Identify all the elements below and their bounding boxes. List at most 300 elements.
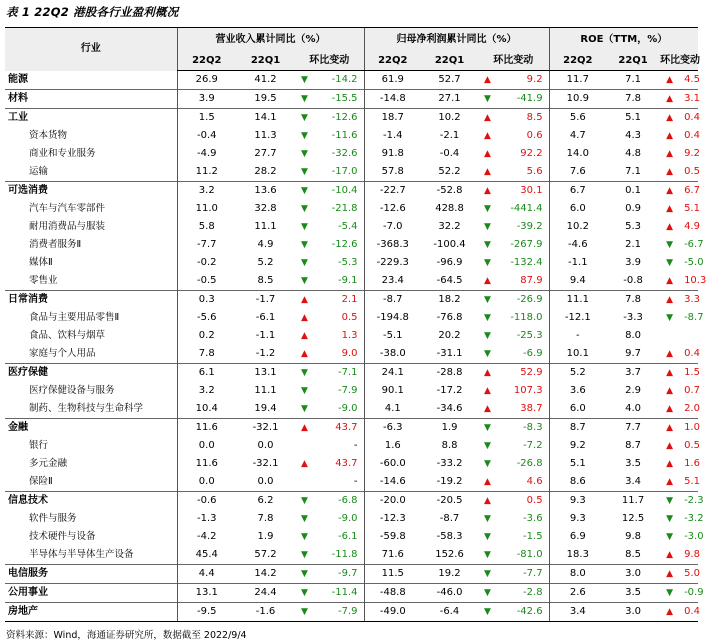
table-row <box>5 603 698 622</box>
triangle-up-icon: ▲ <box>666 550 673 560</box>
roe-q2-value: 9.3 <box>549 492 606 511</box>
roe-q1-value: 8.7 <box>625 440 642 451</box>
triangle-down-icon: ▼ <box>301 204 308 214</box>
triangle-down-icon: ▼ <box>484 204 491 214</box>
np-change-value: 92.2 <box>520 148 543 159</box>
table-row <box>5 127 698 145</box>
rev-q1-value: 7.8 <box>257 513 274 524</box>
industry-name: 汽车与汽车零部件 <box>29 203 106 214</box>
rev-change-value: -5.3 <box>338 257 358 268</box>
triangle-up-icon: ▲ <box>666 477 673 487</box>
rev-change-value: -7.1 <box>320 364 364 383</box>
triangle-down-icon: ▼ <box>301 240 308 250</box>
rev-change-value: -6.8 <box>320 492 364 511</box>
roe-q1-value: 9.7 <box>625 348 642 359</box>
table-row <box>5 309 698 327</box>
rev-q1-value: -32.1 <box>252 458 279 469</box>
roe-q2-header: 22Q2 <box>549 52 606 71</box>
table-row <box>5 492 698 511</box>
roe-q2-value: -1.1 <box>549 254 606 272</box>
rev-q1-value: 41.2 <box>254 74 277 85</box>
rev-change-value: -17.0 <box>331 166 358 177</box>
triangle-up-icon: ▲ <box>666 386 673 396</box>
roe-q1-value: 11.7 <box>606 492 660 511</box>
triangle-up-icon: ▲ <box>478 492 503 511</box>
np-q1-value: -31.1 <box>436 348 463 359</box>
roe-q1-value: 7.8 <box>606 291 660 310</box>
np-q2-value: 18.7 <box>364 109 421 128</box>
np-change-value: -2.8 <box>503 584 549 603</box>
roe-q2-value: 6.0 <box>549 200 606 218</box>
roe-change-value: -5.0 <box>684 257 704 268</box>
empty-arrow-cell <box>295 473 320 492</box>
triangle-down-icon: ▼ <box>666 514 673 524</box>
triangle-up-icon: ▲ <box>484 167 491 177</box>
industry-profit-table <box>5 27 706 622</box>
rev-q1-value: -6.1 <box>255 312 276 323</box>
np-change-value: -39.2 <box>516 221 543 232</box>
roe-change-value: 4.9 <box>684 221 700 232</box>
triangle-down-icon: ▼ <box>301 149 308 159</box>
roe-q2-value: 18.3 <box>549 546 606 565</box>
np-q1-value: 52.7 <box>438 74 461 85</box>
roe-q1-value: 4.0 <box>625 403 642 414</box>
roe-q2-value: - <box>549 327 606 345</box>
rev-q2-value: -4.9 <box>177 145 236 163</box>
triangle-down-icon: ▼ <box>484 459 491 469</box>
rev-q2-value: -0.4 <box>177 127 236 145</box>
revenue-group-header: 营业收入累计同比（%） <box>177 28 364 53</box>
rev-q2-value: 0.0 <box>177 437 236 455</box>
roe-q2-value: -12.1 <box>549 309 606 327</box>
rev-q1-value: 19.4 <box>254 403 277 414</box>
np-q1-value: -96.9 <box>436 257 463 268</box>
roe-q1-value: 4.8 <box>625 148 642 159</box>
np-q1-value: 8.8 <box>441 440 458 451</box>
roe-q1-value: 5.1 <box>606 109 660 128</box>
np-change-value: 8.5 <box>503 109 549 128</box>
np-q2-value: 57.8 <box>364 163 421 182</box>
roe-q2-value: 5.1 <box>549 455 606 473</box>
roe-group-header: ROE（TTM，%） <box>549 28 698 53</box>
np-q1-value: 27.1 <box>421 90 478 109</box>
np-change-value: 9.2 <box>526 74 543 85</box>
np-q2-value: -20.0 <box>364 492 421 511</box>
triangle-down-icon: ▼ <box>484 240 491 250</box>
roe-change-value: 0.4 <box>684 603 698 622</box>
triangle-up-icon: ▲ <box>484 149 491 159</box>
np-q2-value: -49.0 <box>364 603 421 622</box>
rev-change-value: -15.5 <box>320 90 364 109</box>
table-row <box>5 163 698 182</box>
table-row <box>5 145 698 163</box>
roe-q2-value: 6.0 <box>549 400 606 419</box>
rev-change-value: -21.8 <box>331 203 358 214</box>
roe-change-value: 1.0 <box>684 419 698 438</box>
np-change-value: -25.3 <box>516 330 543 341</box>
rev-q2-value: -7.7 <box>177 236 236 254</box>
industry-name: 医疗保健设备与服务 <box>29 385 115 396</box>
industry-header: 行业 <box>5 28 177 71</box>
triangle-down-icon: ▼ <box>301 532 308 542</box>
np-q1-value: 18.2 <box>421 291 478 310</box>
table-row <box>5 437 698 455</box>
np-change-value: 87.9 <box>520 275 543 286</box>
rev-q1-value: 57.2 <box>254 549 277 560</box>
np-q2-value: 23.4 <box>364 272 421 291</box>
rev-q1-value: 8.5 <box>257 275 274 286</box>
np-q1-value: -58.3 <box>436 531 463 542</box>
roe-q1-value: 3.0 <box>606 565 660 584</box>
table-row <box>5 528 698 546</box>
industry-name: 保险Ⅱ <box>29 476 53 487</box>
roe-change-value: 0.7 <box>684 385 700 396</box>
rev-chg-header: 环比变动 <box>295 52 364 71</box>
roe-q2-value: 9.3 <box>549 510 606 528</box>
np-q1-value: 10.2 <box>421 109 478 128</box>
roe-q2-value: 6.7 <box>549 182 606 201</box>
rev-q1-value: 19.5 <box>236 90 295 109</box>
triangle-up-icon: ▲ <box>666 204 673 214</box>
triangle-down-icon: ▼ <box>666 258 673 268</box>
triangle-down-icon: ▼ <box>478 419 503 438</box>
np-change-value: -3.6 <box>523 513 543 524</box>
empty-arrow-cell <box>660 327 684 345</box>
roe-q1-value: -3.3 <box>623 312 643 323</box>
np-q1-value: -20.5 <box>421 492 478 511</box>
triangle-up-icon: ▲ <box>484 404 491 414</box>
rev-change-value: -11.4 <box>320 584 364 603</box>
triangle-up-icon: ▲ <box>666 131 673 141</box>
rev-change-value: -5.4 <box>338 221 358 232</box>
roe-q1-value: 0.9 <box>625 203 642 214</box>
rev-q1-value: 6.2 <box>236 492 295 511</box>
rev-change-value: 0.5 <box>341 312 358 323</box>
triangle-down-icon: ▼ <box>666 240 673 250</box>
rev-change-value: -9.0 <box>338 513 358 524</box>
np-q2-value: -6.3 <box>364 419 421 438</box>
triangle-down-icon: ▼ <box>660 584 684 603</box>
np-q2-value: 90.1 <box>364 382 421 400</box>
industry-name: 可选消费 <box>5 182 177 201</box>
np-change-value: -441.4 <box>510 203 543 214</box>
roe-change-value: -2.3 <box>684 492 698 511</box>
roe-q2-value: 14.0 <box>549 145 606 163</box>
rev-change-value: -12.6 <box>331 239 358 250</box>
table-row <box>5 236 698 254</box>
rev-q1-value: 14.2 <box>236 565 295 584</box>
roe-q2-value: 3.4 <box>549 603 606 622</box>
triangle-down-icon: ▼ <box>301 550 308 560</box>
industry-name: 媒体Ⅱ <box>29 257 53 268</box>
rev-change-value: -11.8 <box>331 549 358 560</box>
roe-q2-value: 10.9 <box>549 90 606 109</box>
triangle-down-icon: ▼ <box>301 222 308 232</box>
roe-q2-value: 8.0 <box>549 565 606 584</box>
roe-change-value: 9.2 <box>684 148 700 159</box>
roe-q2-value: 10.2 <box>549 218 606 236</box>
rev-change-value: -7.9 <box>320 603 364 622</box>
table-row <box>5 345 698 364</box>
np-q1-value: -2.1 <box>439 130 460 141</box>
np-change-value: -26.9 <box>503 291 549 310</box>
np-q2-value: 71.6 <box>364 546 421 565</box>
rev-q1-value: -32.1 <box>236 419 295 438</box>
rev-q2-value: -4.2 <box>177 528 236 546</box>
rev-q2-value: 5.8 <box>177 218 236 236</box>
roe-change-value: 0.5 <box>684 440 700 451</box>
roe-q1-value: 0.1 <box>606 182 660 201</box>
triangle-down-icon: ▼ <box>301 404 308 414</box>
triangle-down-icon: ▼ <box>295 584 320 603</box>
table-row <box>5 218 698 236</box>
roe-change-value: 5.1 <box>684 476 700 487</box>
roe-q1-value: 8.5 <box>625 549 642 560</box>
roe-q2-value: 7.6 <box>549 163 606 182</box>
triangle-down-icon: ▼ <box>478 603 503 622</box>
roe-change-value: 4.5 <box>684 74 700 85</box>
np-change-value: -6.9 <box>523 348 543 359</box>
rev-change-value: 1.3 <box>341 330 358 341</box>
np-q2-value: -14.6 <box>364 473 421 492</box>
source-note: 资料来源：Wind，海通证券研究所，数据截至 2022/9/4 <box>6 630 247 641</box>
np-q1-value: -46.0 <box>421 584 478 603</box>
np-change-value: 38.7 <box>520 403 543 414</box>
rev-q1-value: -1.2 <box>255 348 276 359</box>
rev-q2-value: 13.1 <box>177 584 236 603</box>
rev-q1-value: 14.1 <box>236 109 295 128</box>
triangle-up-icon: ▲ <box>666 222 673 232</box>
industry-name: 食品与主要用品零售Ⅱ <box>29 312 120 323</box>
triangle-down-icon: ▼ <box>295 603 320 622</box>
table-row <box>5 382 698 400</box>
industry-name: 医疗保健 <box>5 364 177 383</box>
roe-q1-value: 3.9 <box>625 257 642 268</box>
table-row <box>5 90 698 109</box>
roe-q1-value: 7.8 <box>606 90 660 109</box>
roe-q1-value: 8.0 <box>625 330 642 341</box>
rev-change-value: -10.4 <box>320 182 364 201</box>
rev-change-value: -9.1 <box>338 275 358 286</box>
table-row <box>5 182 698 201</box>
np-change-value: -8.3 <box>503 419 549 438</box>
rev-q1-value: 5.2 <box>257 257 274 268</box>
np-q2-value: -60.0 <box>364 455 421 473</box>
rev-change-value: -14.2 <box>331 74 358 85</box>
rev-q1-value: 28.2 <box>254 166 277 177</box>
np-q2-value: -5.1 <box>364 327 421 345</box>
rev-q1-value: 13.6 <box>236 182 295 201</box>
triangle-down-icon: ▼ <box>301 167 308 177</box>
np-q1-header: 22Q1 <box>421 52 478 71</box>
roe-change-value: -0.9 <box>684 584 698 603</box>
triangle-down-icon: ▼ <box>301 386 308 396</box>
triangle-up-icon: ▲ <box>301 331 308 341</box>
roe-change-value: 1.6 <box>684 458 700 469</box>
roe-q2-value: 6.9 <box>549 528 606 546</box>
table-row <box>5 565 698 584</box>
roe-q2-value: 4.7 <box>549 127 606 145</box>
np-q2-value: 91.8 <box>364 145 421 163</box>
roe-change-value: 0.4 <box>684 130 700 141</box>
np-q2-value: 24.1 <box>364 364 421 383</box>
triangle-up-icon: ▲ <box>660 109 684 128</box>
np-change-value: 5.6 <box>526 166 543 177</box>
triangle-down-icon: ▼ <box>484 313 491 323</box>
triangle-down-icon: ▼ <box>478 90 503 109</box>
triangle-up-icon: ▲ <box>660 364 684 383</box>
triangle-up-icon: ▲ <box>660 182 684 201</box>
np-q2-value: -12.3 <box>364 510 421 528</box>
roe-change-value: 0.4 <box>684 109 698 128</box>
rev-q1-value: -1.1 <box>255 330 276 341</box>
np-q1-value: -34.6 <box>436 403 463 414</box>
np-q2-value: -59.8 <box>364 528 421 546</box>
roe-q2-value: 10.1 <box>549 345 606 364</box>
np-q2-value: -1.4 <box>364 127 421 145</box>
triangle-up-icon: ▲ <box>666 404 673 414</box>
roe-change-value: -8.7 <box>684 312 704 323</box>
rev-change-value: -6.1 <box>338 531 358 542</box>
rev-change-value: - <box>353 440 358 451</box>
np-q2-value: -7.0 <box>364 218 421 236</box>
roe-change-value: 6.7 <box>684 182 698 201</box>
triangle-down-icon: ▼ <box>478 565 503 584</box>
rev-change-value: -9.7 <box>320 565 364 584</box>
roe-change-value: 0.4 <box>684 348 700 359</box>
roe-q1-value: 3.5 <box>606 584 660 603</box>
table-body <box>5 71 706 622</box>
triangle-down-icon: ▼ <box>660 492 684 511</box>
rev-q1-value: 11.1 <box>254 385 277 396</box>
rev-q1-value: 11.1 <box>254 221 277 232</box>
triangle-up-icon: ▲ <box>478 182 503 201</box>
triangle-down-icon: ▼ <box>301 258 308 268</box>
roe-q1-value: 7.7 <box>606 419 660 438</box>
triangle-up-icon: ▲ <box>660 565 684 584</box>
np-q2-value: -14.8 <box>364 90 421 109</box>
table-row <box>5 455 698 473</box>
np-change-value: -132.4 <box>510 257 543 268</box>
rev-q2-value: 26.9 <box>177 71 236 90</box>
np-q2-value: -38.0 <box>364 345 421 364</box>
roe-q2-value: 9.2 <box>549 437 606 455</box>
triangle-down-icon: ▼ <box>301 131 308 141</box>
roe-q1-value: 5.3 <box>625 221 642 232</box>
roe-q2-value: 8.6 <box>549 473 606 492</box>
roe-q1-value: 9.8 <box>625 531 642 542</box>
roe-q2-value: 5.2 <box>549 364 606 383</box>
np-q2-value: -194.8 <box>364 309 421 327</box>
np-q2-value: -48.8 <box>364 584 421 603</box>
triangle-up-icon: ▲ <box>666 149 673 159</box>
triangle-down-icon: ▼ <box>301 75 308 85</box>
industry-name: 消费者服务Ⅱ <box>29 239 82 250</box>
np-q1-value: -100.4 <box>433 239 466 250</box>
np-q1-value: 52.2 <box>438 166 461 177</box>
np-change-value: 52.9 <box>503 364 549 383</box>
triangle-down-icon: ▼ <box>301 276 308 286</box>
rev-q2-value: 3.2 <box>177 382 236 400</box>
triangle-down-icon: ▼ <box>478 584 503 603</box>
triangle-down-icon: ▼ <box>484 258 491 268</box>
rev-q1-value: 27.7 <box>254 148 277 159</box>
np-q2-value: -368.3 <box>364 236 421 254</box>
table-row <box>5 327 698 345</box>
table-row <box>5 272 698 291</box>
roe-q2-value: 11.1 <box>549 291 606 310</box>
roe-q2-value: 2.6 <box>549 584 606 603</box>
rev-q1-value: 32.8 <box>254 203 277 214</box>
rev-change-value: - <box>353 476 358 487</box>
triangle-down-icon: ▼ <box>484 331 491 341</box>
table-title: 表 1 22Q2 港股各行业盈利概况 <box>6 5 179 19</box>
roe-q1-value: 4.3 <box>625 130 642 141</box>
triangle-up-icon: ▲ <box>660 90 684 109</box>
roe-chg-header: 环比变动 <box>660 52 698 71</box>
roe-q1-value: 3.0 <box>606 603 660 622</box>
roe-change-value: 0.5 <box>684 166 700 177</box>
roe-q2-value: 11.7 <box>549 71 606 90</box>
table-row <box>5 400 698 419</box>
roe-q1-value: 7.1 <box>625 74 642 85</box>
np-q1-value: -33.2 <box>436 458 463 469</box>
industry-name: 软件与服务 <box>29 513 77 524</box>
industry-name: 电信服务 <box>5 565 177 584</box>
rev-q1-value: 4.9 <box>257 239 274 250</box>
industry-name: 资本货物 <box>29 130 68 141</box>
rev-q2-value: 1.5 <box>177 109 236 128</box>
triangle-down-icon: ▼ <box>301 514 308 524</box>
triangle-down-icon: ▼ <box>484 441 491 451</box>
triangle-down-icon: ▼ <box>484 532 491 542</box>
rev-q2-value: 0.2 <box>177 327 236 345</box>
rev-change-value: 2.1 <box>320 291 364 310</box>
np-change-value: -118.0 <box>510 312 543 323</box>
rev-q2-value: 11.0 <box>177 200 236 218</box>
np-q2-value: 4.1 <box>364 400 421 419</box>
np-change-value: 0.6 <box>526 130 543 141</box>
np-change-value: -7.7 <box>503 565 549 584</box>
rev-q2-header: 22Q2 <box>177 52 236 71</box>
table-row <box>5 364 698 383</box>
triangle-down-icon: ▼ <box>484 550 491 560</box>
np-change-value: -7.2 <box>523 440 543 451</box>
triangle-up-icon: ▲ <box>484 131 491 141</box>
triangle-up-icon: ▲ <box>484 276 491 286</box>
np-chg-header: 环比变动 <box>478 52 549 71</box>
triangle-down-icon: ▼ <box>295 182 320 201</box>
industry-name: 房地产 <box>5 603 177 622</box>
rev-q2-value: 10.4 <box>177 400 236 419</box>
np-change-value: -42.6 <box>503 603 549 622</box>
empty-arrow-cell <box>295 437 320 455</box>
np-q2-header: 22Q2 <box>364 52 421 71</box>
industry-name: 公用事业 <box>5 584 177 603</box>
triangle-up-icon: ▲ <box>660 291 684 310</box>
industry-name: 耐用消费品与服装 <box>29 221 106 232</box>
rev-q2-value: 45.4 <box>177 546 236 565</box>
roe-q1-header: 22Q1 <box>606 52 660 71</box>
np-q2-value: 11.5 <box>364 565 421 584</box>
np-q2-value: -229.3 <box>364 254 421 272</box>
rev-q2-value: 11.6 <box>177 455 236 473</box>
industry-name: 商业和专业服务 <box>29 148 96 159</box>
rev-q2-value: 0.3 <box>177 291 236 310</box>
np-q1-value: 152.6 <box>435 549 464 560</box>
industry-name: 信息技术 <box>5 492 177 511</box>
roe-q2-value: 3.6 <box>549 382 606 400</box>
